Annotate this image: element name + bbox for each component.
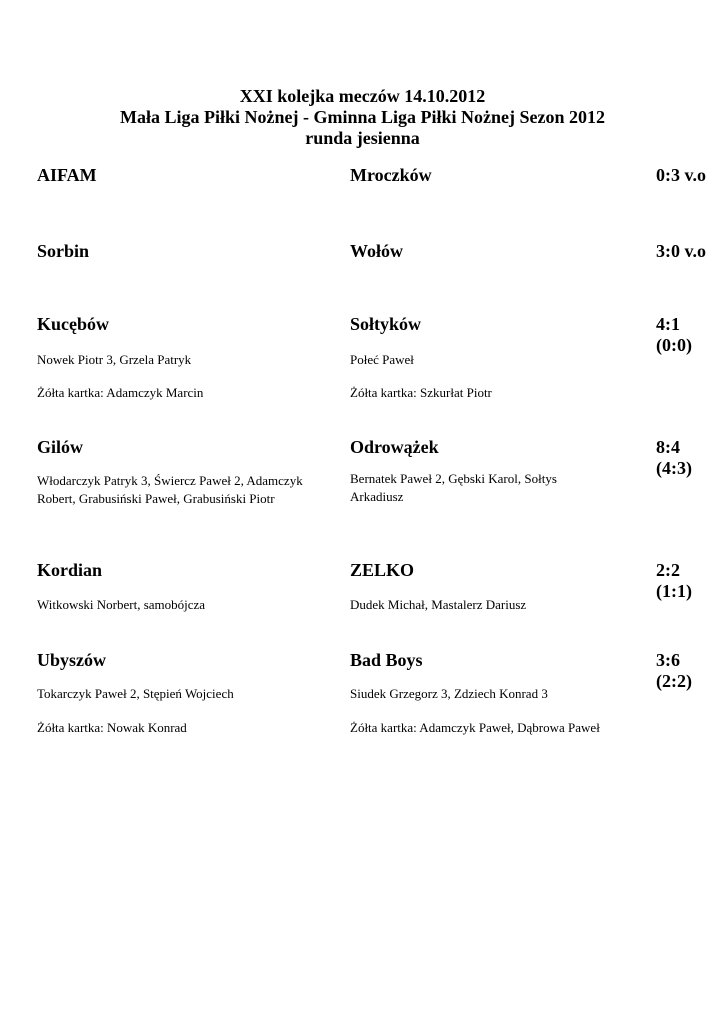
page-header <box>0 86 725 149</box>
match-score <box>656 165 706 186</box>
season-subtitle: runda jesienna <box>305 128 420 148</box>
away-yellow-cards: Żółta kartka: Adamczyk Paweł, Dąbrowa Paweł <box>350 720 600 735</box>
match-row <box>0 650 725 760</box>
round-title: XXI kolejka meczów 14.10.2012 <box>239 86 486 106</box>
away-team: Odrowążek <box>350 437 439 457</box>
final-score: 4:1 <box>656 314 680 334</box>
away-team: Sołtyków <box>350 314 422 334</box>
final-score: 8:4 <box>656 437 680 457</box>
final-score: 2:2 <box>656 560 680 580</box>
home-scorers: Tokarczyk Paweł 2, Stępień Wojciech <box>37 686 234 701</box>
match-score <box>656 437 692 479</box>
final-score: 3:6 <box>656 650 680 670</box>
halftime-score: (4:3) <box>656 458 692 478</box>
home-team: AIFAM <box>37 165 97 185</box>
home-yellow-cards: Żółta kartka: Nowak Konrad <box>37 720 187 735</box>
league-title: Mała Liga Piłki Nożnej - Gminna Liga Piłki Nożnej Sezon 2012 <box>120 107 605 127</box>
home-scorers: Witkowski Norbert, samobójcza <box>37 597 206 612</box>
away-team: Wołów <box>350 241 404 261</box>
away-yellow-cards: Żółta kartka: Szkurłat Piotr <box>350 385 492 400</box>
halftime-score: (0:0) <box>656 335 692 355</box>
halftime-score: (2:2) <box>656 671 692 691</box>
match-score <box>656 560 692 602</box>
home-team: Ubyszów <box>37 650 107 670</box>
home-team: Sorbin <box>37 241 90 261</box>
away-team: Mroczków <box>350 165 432 185</box>
final-score: 3:0 v.o <box>656 241 707 261</box>
home-team: Kordian <box>37 560 103 580</box>
away-scorers: Bernatek Paweł 2, Gębski Karol, Sołtys Arkadiusz <box>350 471 557 504</box>
match-row <box>0 437 725 547</box>
home-yellow-cards: Żółta kartka: Adamczyk Marcin <box>37 385 204 400</box>
home-scorers: Włodarczyk Patryk 3, Świercz Paweł 2, Adamczyk Robert, Grabusiński Paweł, Grabusiński Piotr <box>37 473 303 506</box>
home-team: Kucębów <box>37 314 109 334</box>
match-score <box>656 241 706 262</box>
away-team: Bad Boys <box>350 650 423 670</box>
halftime-score: (1:1) <box>656 581 692 601</box>
final-score: 0:3 v.o <box>656 165 707 185</box>
away-scorers: Połeć Paweł <box>350 352 414 367</box>
home-team: Gilów <box>37 437 84 457</box>
away-scorers: Siudek Grzegorz 3, Zdziech Konrad 3 <box>350 686 548 701</box>
away-team: ZELKO <box>350 560 415 580</box>
away-scorers: Dudek Michał, Mastalerz Dariusz <box>350 597 527 612</box>
match-score <box>656 314 692 356</box>
match-score <box>656 650 692 692</box>
match-row <box>0 314 725 424</box>
home-scorers: Nowek Piotr 3, Grzela Patryk <box>37 352 192 367</box>
